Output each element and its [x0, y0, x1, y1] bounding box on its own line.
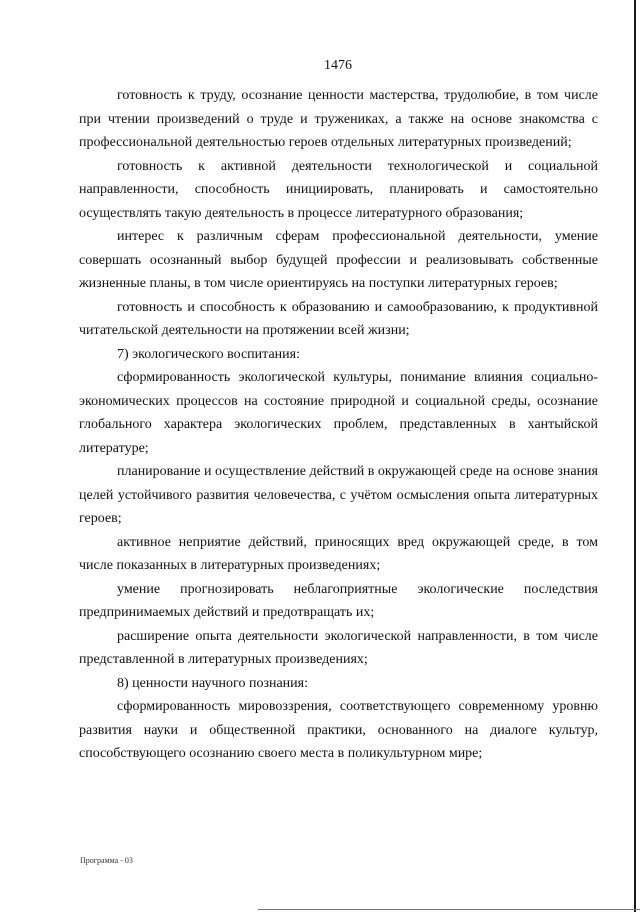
- footer-program-label: Программа - 03: [80, 856, 133, 865]
- section-heading-scientific: 8) ценности научного познания:: [117, 675, 308, 691]
- paragraph-labor-readiness: готовность к труду, осознание ценности мастерства, трудолюбие, в том числе при чтении произведений о труде и тружениках, а также на основе знакомства с профессиональной деятельностью героев отдельных литературных произведений;: [79, 88, 598, 150]
- paragraph-worldview: сформированность мировоззрения, соответствующего современному уровню развития науки и общественной практики, основанного на диалоге культур, способствующего осознанию своего места в поликультурном мире;: [79, 699, 598, 761]
- page-edge-bottom: [258, 909, 640, 910]
- paragraph-planning-actions: планирование и осуществление действий в окружающей среде на основе знания целей устойчивого развития человечества, с учётом осмысления опыта литературных героев;: [79, 464, 598, 526]
- page-edge-right: [634, 0, 636, 912]
- paragraph-rejection-harm: активное неприятие действий, приносящих вред окружающей среде, в том числе показанных в литературных произведениях;: [79, 534, 598, 573]
- page-number: 1476: [324, 58, 352, 73]
- paragraph-forecast-consequences: умение прогнозировать неблагоприятные экологические последствия предпринимаемых действий и предотвращать их;: [79, 581, 598, 620]
- paragraph-ecological-culture: сформированность экологической культуры, понимание влияния социально-экономических процессов на состояние природной и социальной среды, осознание глобального характера экологических проблем, представленных в хантыйской литературе;: [79, 370, 598, 456]
- paragraph-self-education: готовность и способность к образованию и самообразованию, к продуктивной читательской деятельности на протяжении всей жизни;: [79, 299, 598, 338]
- document-body: [79, 84, 598, 766]
- section-heading-ecological: 7) экологического воспитания:: [117, 346, 300, 362]
- paragraph-active-activity: готовность к активной деятельности технологической и социальной направленности, способность инициировать, планировать и самостоятельно осуществлять такую деятельность в процессе литературного образования;: [79, 158, 598, 221]
- paragraph-ecological-experience: расширение опыта деятельности экологической направленности, в том числе представленной в литературных произведениях;: [79, 628, 598, 667]
- paragraph-professional-interest: интерес к различным сферам профессиональной деятельности, умение совершать осознанный выбор будущей профессии и реализовывать собственные жизненные планы, в том числе ориентируясь на поступки литературных героев;: [79, 229, 598, 291]
